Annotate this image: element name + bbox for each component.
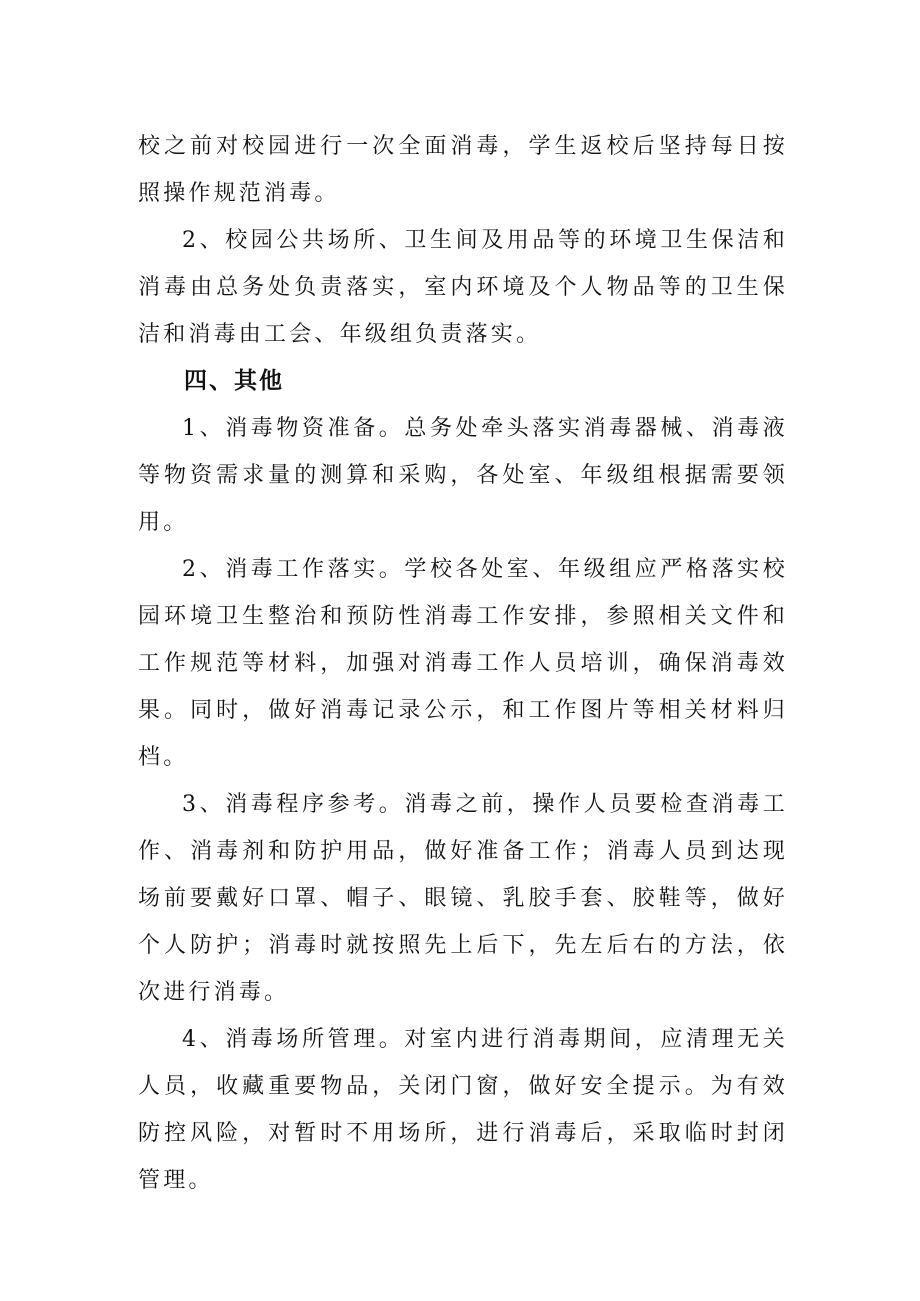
document-body <box>138 123 788 1204</box>
paragraph-item-4-site-management: 4、消毒场所管理。对室内进行消毒期间，应清理无关人员，收藏重要物品，关闭门窗，做好安全提示。为有效防控风险，对暂时不用场所，进行消毒后，采取临时封闭管理。 <box>138 1027 788 1193</box>
paragraph-continuation: 校之前对校园进行一次全面消毒，学生返校后坚持每日按照操作规范消毒。 <box>138 134 788 206</box>
section-heading-other: 四、其他 <box>184 368 284 394</box>
paragraph-item-3-procedure: 3、消毒程序参考。消毒之前，操作人员要检查消毒工作、消毒剂和防护用品，做好准备工作；消毒人员到达现场前要戴好口罩、帽子、眼镜、乳胶手套、胶鞋等，做好个人防护；消毒时就按照先上后下，先左后右的方法，依次进行消毒。 <box>138 792 788 1005</box>
paragraph-item-2-implementation: 2、消毒工作落实。学校各处室、年级组应严格落实校园环境卫生整治和预防性消毒工作安排，参照相关文件和工作规范等材料，加强对消毒工作人员培训，确保消毒效果。同时，做好消毒记录公示，和工作图片等相关材料归档。 <box>138 557 788 770</box>
paragraph-item-1-supplies: 1、消毒物资准备。总务处牵头落实消毒器械、消毒液等物资需求量的测算和采购，各处室、年级组根据需要领用。 <box>138 416 788 535</box>
paragraph-item-2-responsibility: 2、校园公共场所、卫生间及用品等的环境卫生保洁和消毒由总务处负责落实，室内环境及个人物品等的卫生保洁和消毒由工会、年级组负责落实。 <box>138 228 788 347</box>
